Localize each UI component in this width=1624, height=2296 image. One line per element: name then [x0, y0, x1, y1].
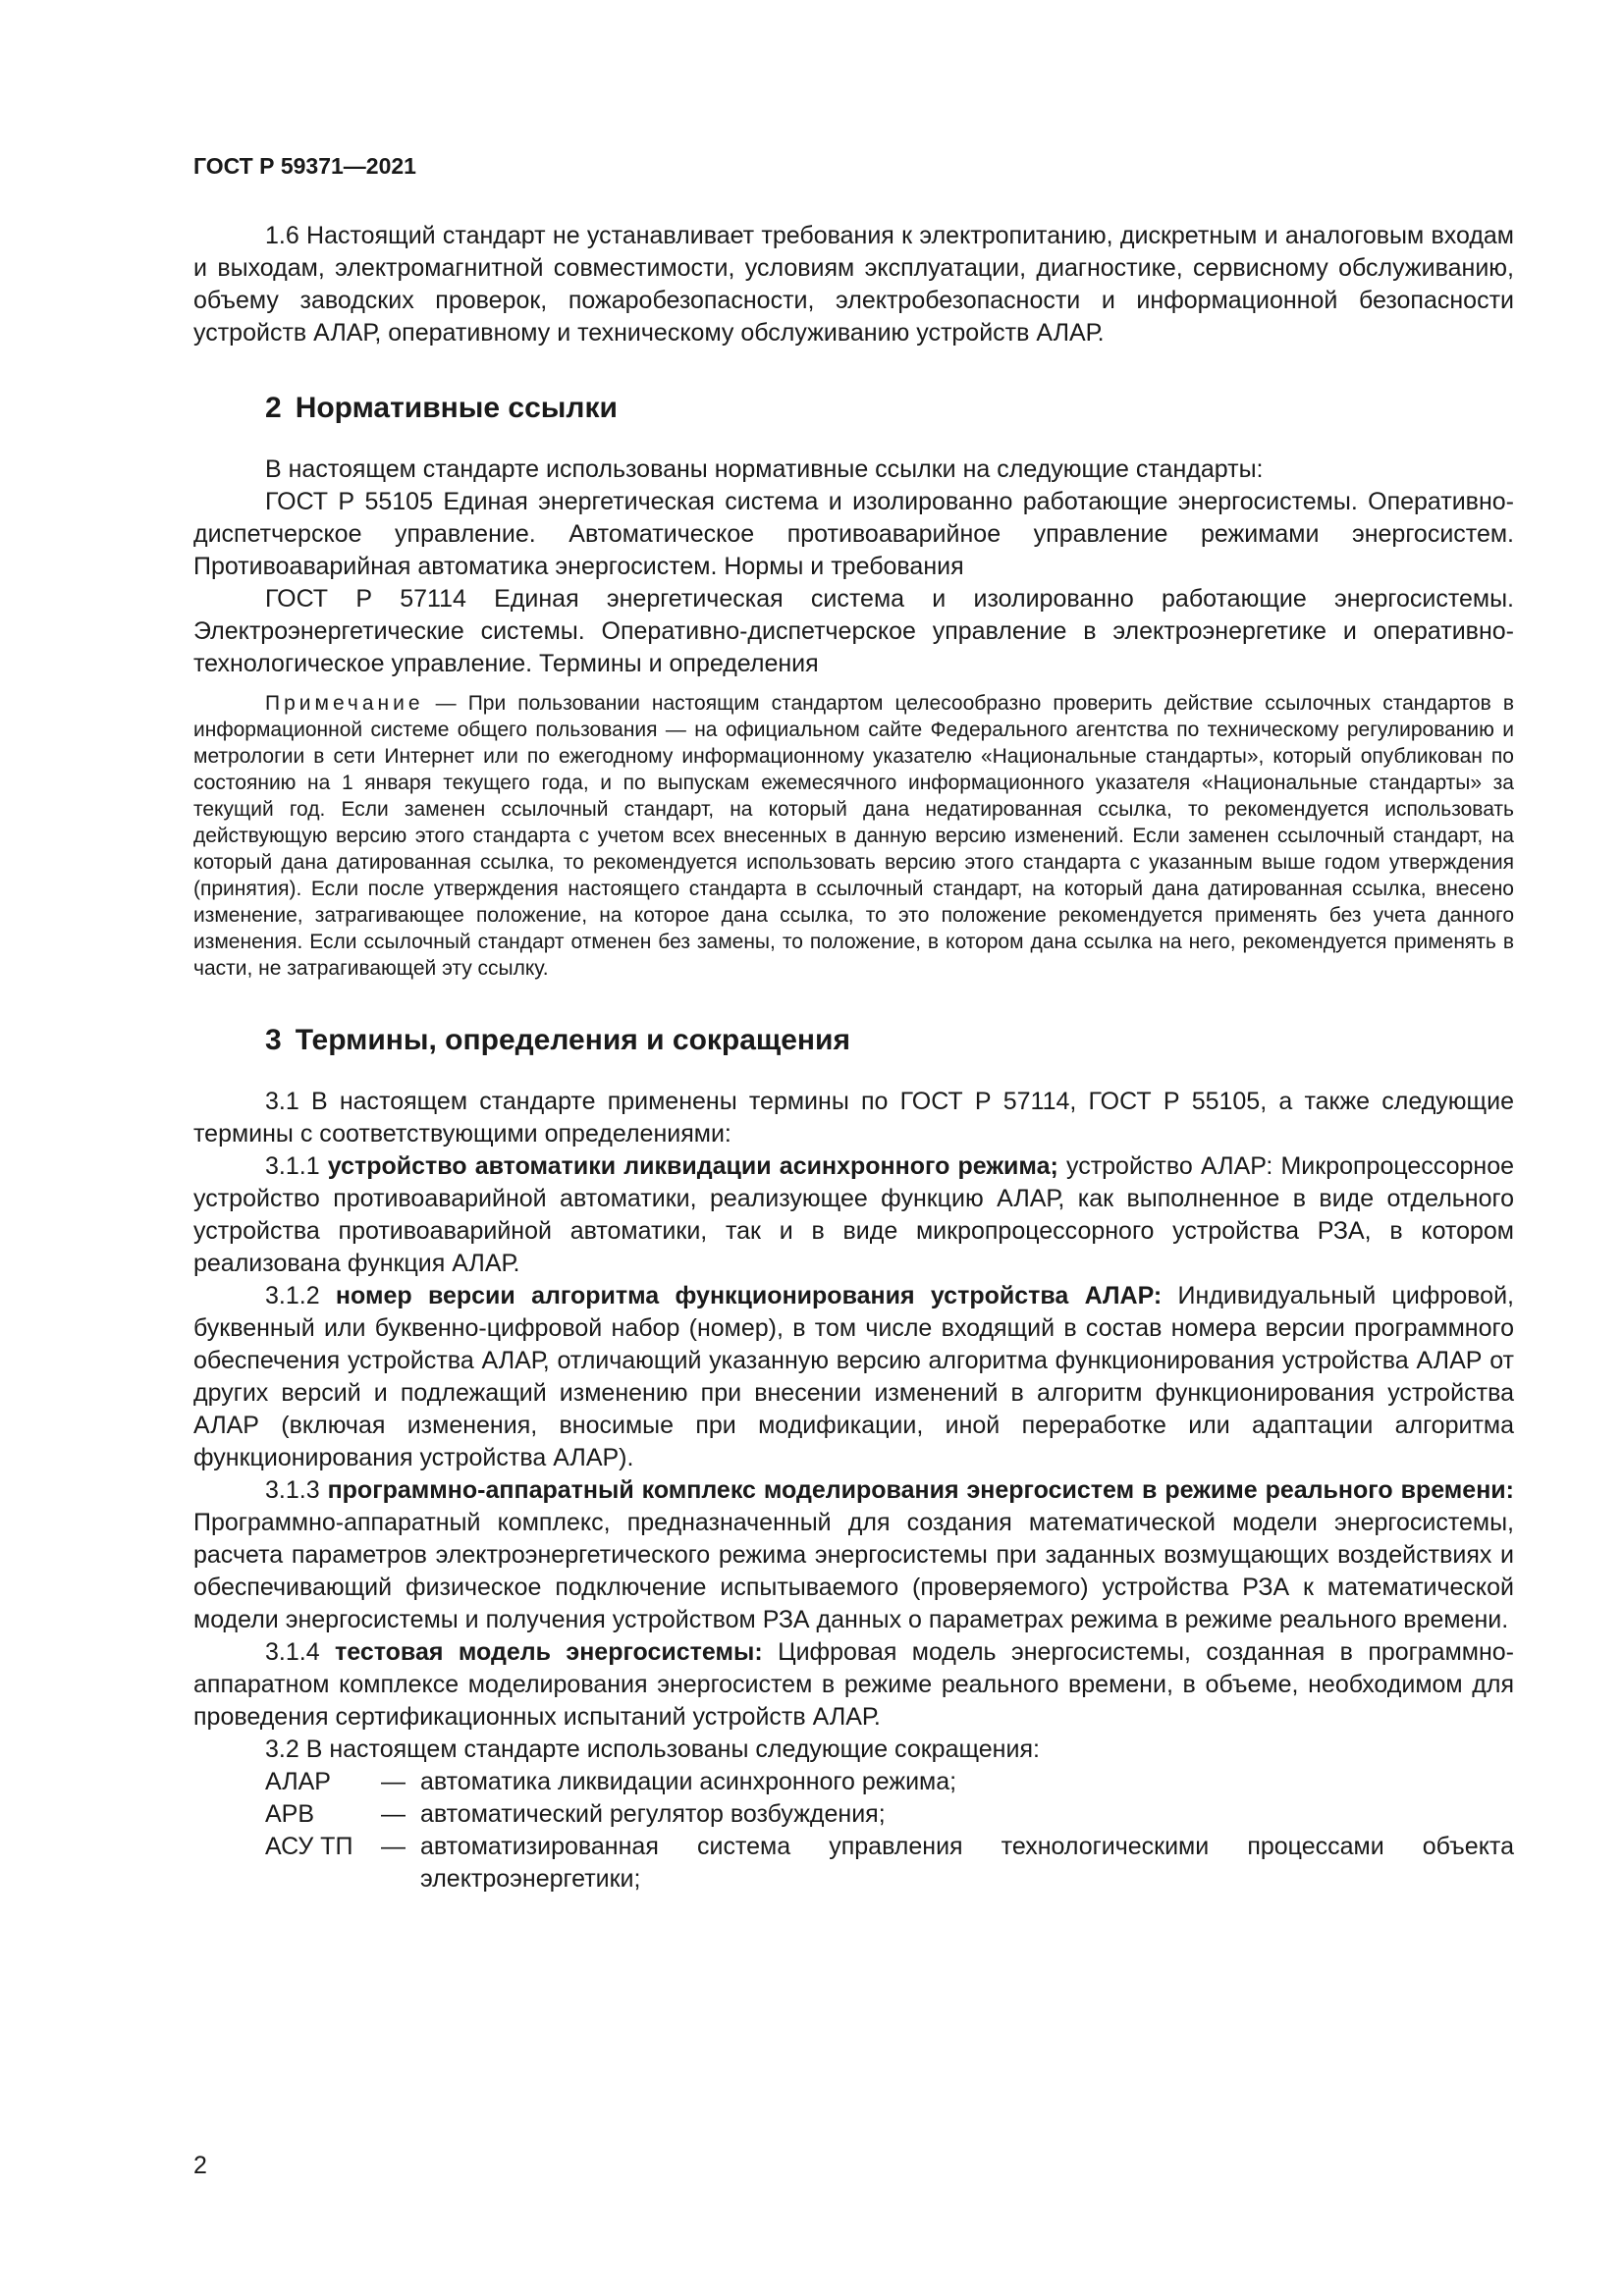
paragraph-3-2: 3.2 В настоящем стандарте использованы следующие сокращения: — [265, 1735, 1040, 1763]
abbreviation: АРВ — [265, 1800, 315, 1828]
section-2-note — [193, 690, 1514, 982]
term-name: номер версии алгоритма функционирования устройства АЛАР: — [335, 1282, 1163, 1309]
term-name: тестовая модель энергосистемы: — [335, 1638, 763, 1666]
section-2-title: Нормативные ссылки — [295, 392, 618, 424]
abbreviation-dash: — — [381, 1768, 406, 1795]
abbreviation-dash: — — [381, 1833, 406, 1860]
abbreviation-dash: — — [381, 1800, 406, 1828]
document-body — [193, 220, 1514, 1896]
paragraph-3-1: 3.1 В настоящем стандарте применены термины по ГОСТ Р 57114, ГОСТ Р 55105, а также следующие термины с соответствующими определениями: — [193, 1088, 1514, 1148]
normative-reference: ГОСТ Р 55105 Единая энергетическая система и изолированно работающие энергосистемы. Оперативно-диспетчерское управление. Автоматическое противоаварийное управление режимами энергосистем. Противоаварийная автоматика энергосистем. Нормы и требования — [193, 488, 1514, 580]
section-2-number: 2 — [265, 392, 282, 424]
abbreviation-definition: автоматизированная система управления технологическими процессами объекта электроэнергетики; — [420, 1833, 1514, 1893]
abbreviation: АСУ ТП — [265, 1833, 353, 1860]
note-label: Примечание — [265, 692, 424, 715]
section-2-heading — [265, 389, 1514, 428]
term-number: 3.1.4 — [265, 1638, 320, 1666]
abbreviation-definition: автоматический регулятор возбуждения; — [420, 1800, 886, 1828]
term-definition — [193, 1150, 1514, 1280]
section-3-heading — [265, 1021, 1514, 1060]
section-3-title: Термины, определения и сокращения — [295, 1024, 850, 1056]
document-header: ГОСТ Р 59371—2021 — [193, 153, 416, 179]
term-definition — [193, 1280, 1514, 1474]
section-3-number: 3 — [265, 1024, 282, 1056]
normative-reference: ГОСТ Р 57114 Единая энергетическая система и изолированно работающие энергосистемы. Электроэнергетические системы. Оперативно-диспетчерское управление в электроэнергетике и оперативно-технологическое управление. Термины и определения — [193, 585, 1514, 677]
document-page — [193, 0, 1514, 2296]
note-text: — При пользовании настоящим стандартом целесообразно проверить действие ссылочных стандартов в информационной системе общего пользования — на официальном сайте Федерального агентства по техническому регулированию и метрологии в сети Интернет или по ежегодному информационному указателю «Национальные стандарты», который опубликован по состоянию на 1 января текущего года, и по выпускам ежемесячного информационного указателя «Национальные стандарты» за текущий год. Если заменен ссылочный стандарт, на который дана недатированная ссылка, то рекомендуется использовать действующую версию этого стандарта с учетом всех внесенных в данную версию изменений. Если заменен ссылочный стандарт, на который дана датированная ссылка, то рекомендуется использовать версию этого стандарта с указанным выше годом утверждения (принятия). Если после утверждения настоящего стандарта в ссылочный стандарт, на который дана датированная ссылка, внесено изменение, затрагивающее положение, на которое дана ссылка, то это положение рекомендуется применять без учета данного изменения. Если ссылочный стандарт отменен без замены, то положение, в котором дана ссылка на него, рекомендуется применять в части, не затрагивающей эту ссылку. — [193, 692, 1514, 980]
section-2-intro: В настоящем стандарте использованы нормативные ссылки на следующие стандарты: — [265, 455, 1264, 483]
term-definition — [193, 1636, 1514, 1734]
term-name: программно-аппаратный комплекс моделирования энергосистем в режиме реального времени: — [327, 1476, 1514, 1504]
abbreviation-row — [265, 1766, 1514, 1798]
term-number: 3.1.3 — [265, 1476, 320, 1504]
abbreviation-definition: автоматика ликвидации асинхронного режима; — [420, 1768, 957, 1795]
term-text: устройство АЛАР: Микропроцессорное устройство противоаварийной автоматики, реализующее функцию АЛАР, как выполненное в виде отдельного устройства противоаварийной автоматики, так и в виде микропроцессорного устройства РЗА, в котором реализована функция АЛАР. — [193, 1152, 1514, 1277]
term-text: Цифровая модель энергосистемы, созданная в программно-аппаратном комплексе моделирования энергосистем в режиме реального времени, в объеме, необходимом для проведения сертификационных испытаний устройств АЛАР. — [193, 1638, 1514, 1731]
abbreviation-row — [265, 1831, 1514, 1896]
abbreviation: АЛАР — [265, 1768, 331, 1795]
term-definition — [193, 1474, 1514, 1636]
abbreviation-row — [265, 1798, 1514, 1831]
term-text: Программно-аппаратный комплекс, предназначенный для создания математической модели энергосистемы, расчета параметров электроэнергетического режима энергосистемы при заданных возмущающих воздействиях и обеспечивающий физическое подключение испытываемого (проверяемого) устройства РЗА к математической модели энергосистемы и получения устройством РЗА данных о параметрах режима в режиме реального времени. — [193, 1509, 1514, 1633]
page-number: 2 — [193, 2152, 207, 2179]
term-number: 3.1.1 — [265, 1152, 320, 1180]
term-name: устройство автоматики ликвидации асинхронного режима; — [327, 1152, 1058, 1180]
paragraph-1-6: 1.6 Настоящий стандарт не устанавливает требования к электропитанию, дискретным и аналоговым входам и выходам, электромагнитной совместимости, условиям эксплуатации, диагностике, сервисному обслуживанию, объему заводских проверок, пожаробезопасности, электробезопасности и информационной безопасности устройств АЛАР, оперативному и техническому обслуживанию устройств АЛАР. — [193, 222, 1514, 347]
term-text: Индивидуальный цифровой, буквенный или буквенно-цифровой набор (номер), в том числе входящий в состав номера версии программного обеспечения устройства АЛАР, отличающий указанную версию алгоритма функционирования устройства АЛАР от других версий и подлежащий изменению при внесении изменений в алгоритм функционирования устройства АЛАР (включая изменения, вносимые при модификации, иной переработке или адаптации алгоритма функционирования устройства АЛАР). — [193, 1282, 1514, 1471]
term-number: 3.1.2 — [265, 1282, 320, 1309]
